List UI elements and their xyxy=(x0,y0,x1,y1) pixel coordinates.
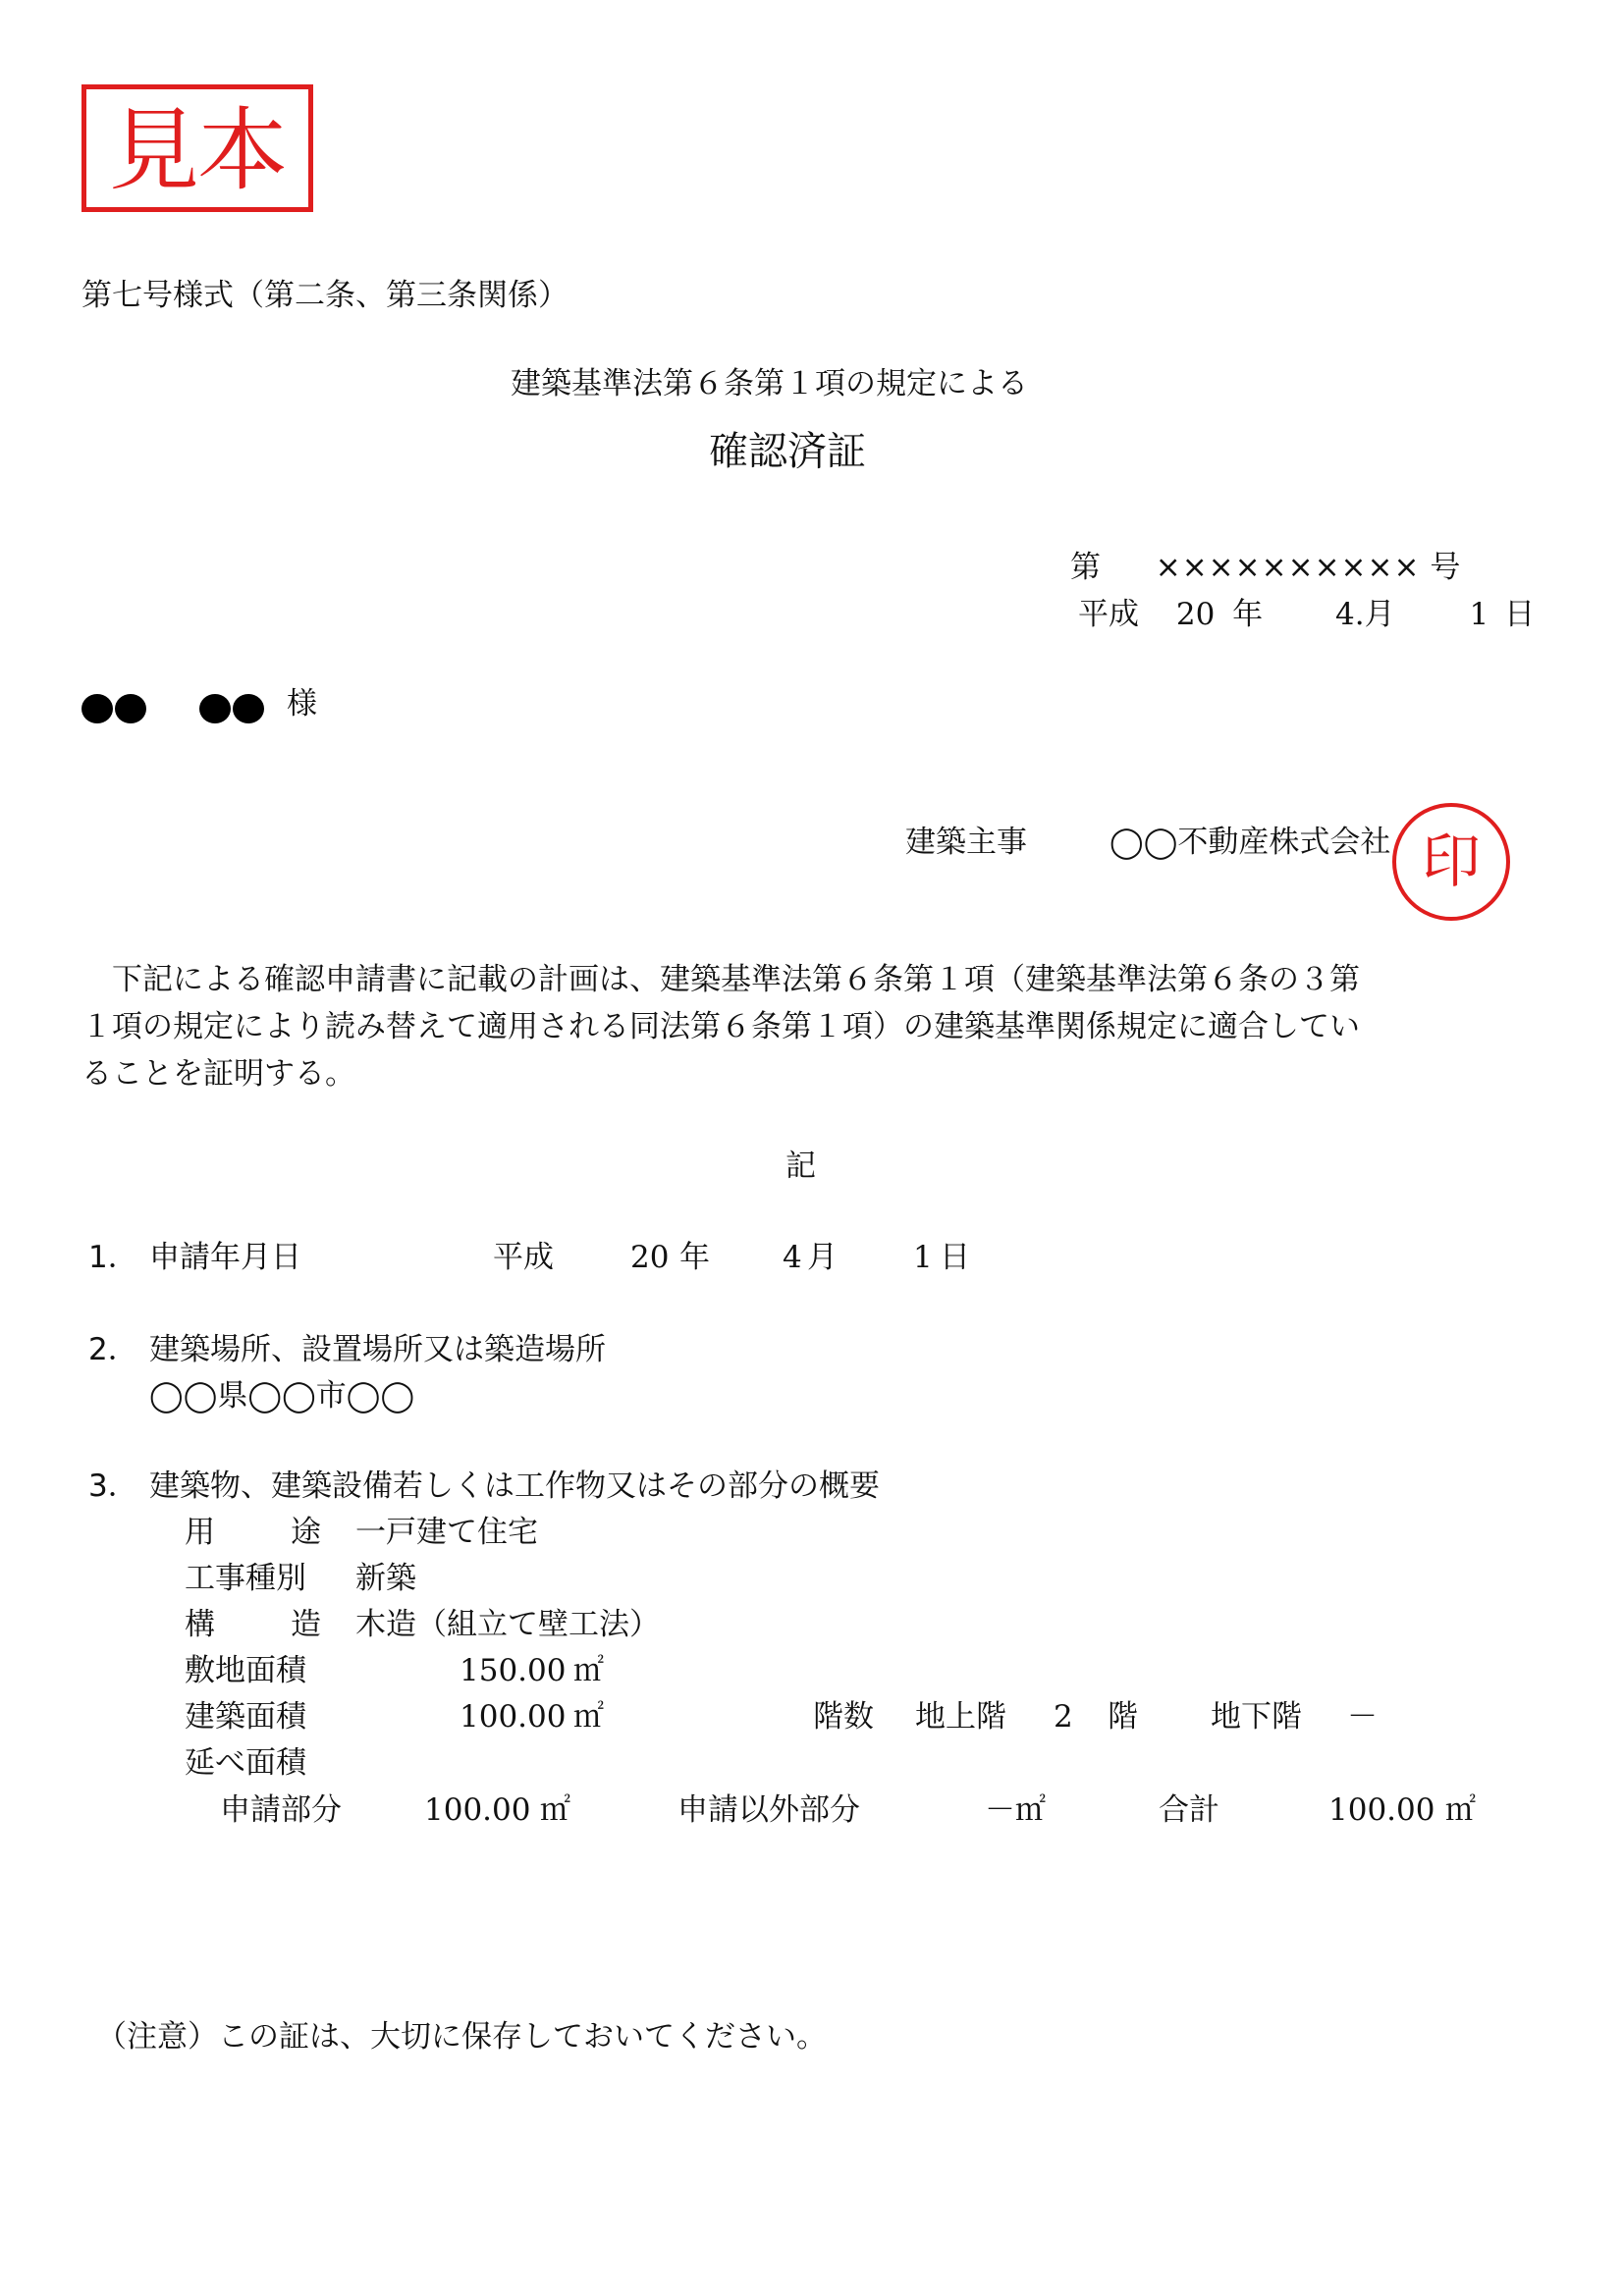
work-type-label: 工事種別 xyxy=(185,1561,306,1596)
total-area-value: 100.00 xyxy=(1328,1792,1435,1828)
other-area-label: 申請以外部分 xyxy=(677,1792,860,1828)
building-area-label: 建築面積 xyxy=(185,1699,306,1735)
issue-date-day: 1 xyxy=(1469,597,1489,632)
redaction-dot xyxy=(233,694,264,723)
below-ground-label: 地下階 xyxy=(1211,1699,1302,1735)
item-2-number: 2． xyxy=(88,1332,138,1367)
site-area-value: 150.00 xyxy=(460,1653,567,1688)
structure-label-b: 造 xyxy=(291,1607,321,1642)
above-ground-label: 地上階 xyxy=(915,1699,1006,1735)
cert-number xyxy=(1070,550,1460,586)
applied-area-label: 申請部分 xyxy=(220,1792,342,1828)
total-area-unit: ㎡ xyxy=(1445,1792,1476,1828)
building-area-unit: ㎡ xyxy=(573,1699,604,1735)
use-label-a: 用 xyxy=(185,1515,215,1550)
issue-date-year: 20 xyxy=(1175,597,1216,632)
item-1-era: 平成 xyxy=(493,1240,554,1275)
total-area-label: 合計 xyxy=(1159,1792,1219,1828)
applied-area-value: 100.00 xyxy=(424,1792,531,1828)
recipient-suffix: 様 xyxy=(287,686,317,721)
body-line-3: ることを証明する。 xyxy=(81,1056,355,1092)
cert-number-suffix: 号 xyxy=(1430,550,1461,585)
redaction-dot xyxy=(115,694,146,723)
issue-date-day-unit: 日 xyxy=(1504,597,1536,632)
total-floor-area-label: 延べ面積 xyxy=(185,1745,306,1781)
structure-value: 木造（組立て壁工法） xyxy=(355,1607,660,1642)
issue-date-year-unit: 年 xyxy=(1232,597,1264,632)
applied-area-unit: ㎡ xyxy=(540,1792,570,1828)
site-area-unit: ㎡ xyxy=(573,1653,604,1688)
item-1-label: 申請年月日 xyxy=(149,1240,301,1275)
use-label-b: 途 xyxy=(291,1515,321,1550)
item-2-value: ◯◯県◯◯市◯◯ xyxy=(149,1378,415,1414)
subtitle: 建築基準法第６条第１項の規定による xyxy=(511,366,1028,401)
work-type-value: 新築 xyxy=(355,1561,416,1596)
issue-date xyxy=(1078,597,1535,633)
body-line-1: 下記による確認申請書に記載の計画は、建築基準法第６条第１項（建築基準法第６条の３第 xyxy=(81,962,1360,997)
official-title: 建築主事 xyxy=(905,825,1027,860)
issue-date-era: 平成 xyxy=(1078,597,1139,632)
item-2-label: 建築場所、設置場所又は築造場所 xyxy=(149,1332,606,1367)
other-area-value: －㎡ xyxy=(985,1792,1046,1828)
item-1-year: 20 xyxy=(630,1240,670,1275)
cert-number-prefix: 第 xyxy=(1070,550,1101,585)
item-1-day: 1 xyxy=(913,1240,933,1275)
redaction-dot xyxy=(199,694,231,723)
form-number: 第七号様式（第二条、第三条関係） xyxy=(81,278,568,313)
floors-label: 階数 xyxy=(813,1699,874,1735)
official-name: ◯◯不動産株式会社 xyxy=(1110,825,1391,860)
issue-date-month: 4.月 xyxy=(1335,597,1395,632)
item-3-number: 3． xyxy=(88,1468,138,1504)
recipient-name-redacted xyxy=(81,689,266,724)
item-1-day-unit: 日 xyxy=(940,1240,970,1275)
use-value: 一戸建て住宅 xyxy=(355,1515,538,1550)
below-ground-value: － xyxy=(1347,1699,1378,1735)
official-seal: 印 xyxy=(1392,803,1510,921)
structure-label-a: 構 xyxy=(185,1607,215,1642)
above-ground-unit: 階 xyxy=(1108,1699,1138,1735)
above-ground-value: 2 xyxy=(1054,1699,1073,1735)
redaction-dot xyxy=(81,694,113,723)
item-3-label: 建築物、建築設備若しくは工作物又はその部分の概要 xyxy=(149,1468,880,1504)
item-1-year-unit: 年 xyxy=(679,1240,710,1275)
ki-heading: 記 xyxy=(785,1148,816,1184)
site-area-label: 敷地面積 xyxy=(185,1653,306,1688)
sample-stamp: 見本 xyxy=(81,84,313,212)
note: （注意）この証は、大切に保存しておいてください。 xyxy=(96,2019,827,2055)
item-1-month: 4 xyxy=(783,1240,802,1275)
cert-number-value: ×××××××××× xyxy=(1155,550,1421,585)
body-line-2: １項の規定により読み替えて適用される同法第６条第１項）の建築基準関係規定に適合してい xyxy=(81,1009,1360,1044)
item-1-number: 1． xyxy=(88,1240,138,1275)
item-1-month-unit: 月 xyxy=(807,1240,838,1275)
document-title: 確認済証 xyxy=(709,429,866,474)
building-area-value: 100.00 xyxy=(460,1699,567,1735)
